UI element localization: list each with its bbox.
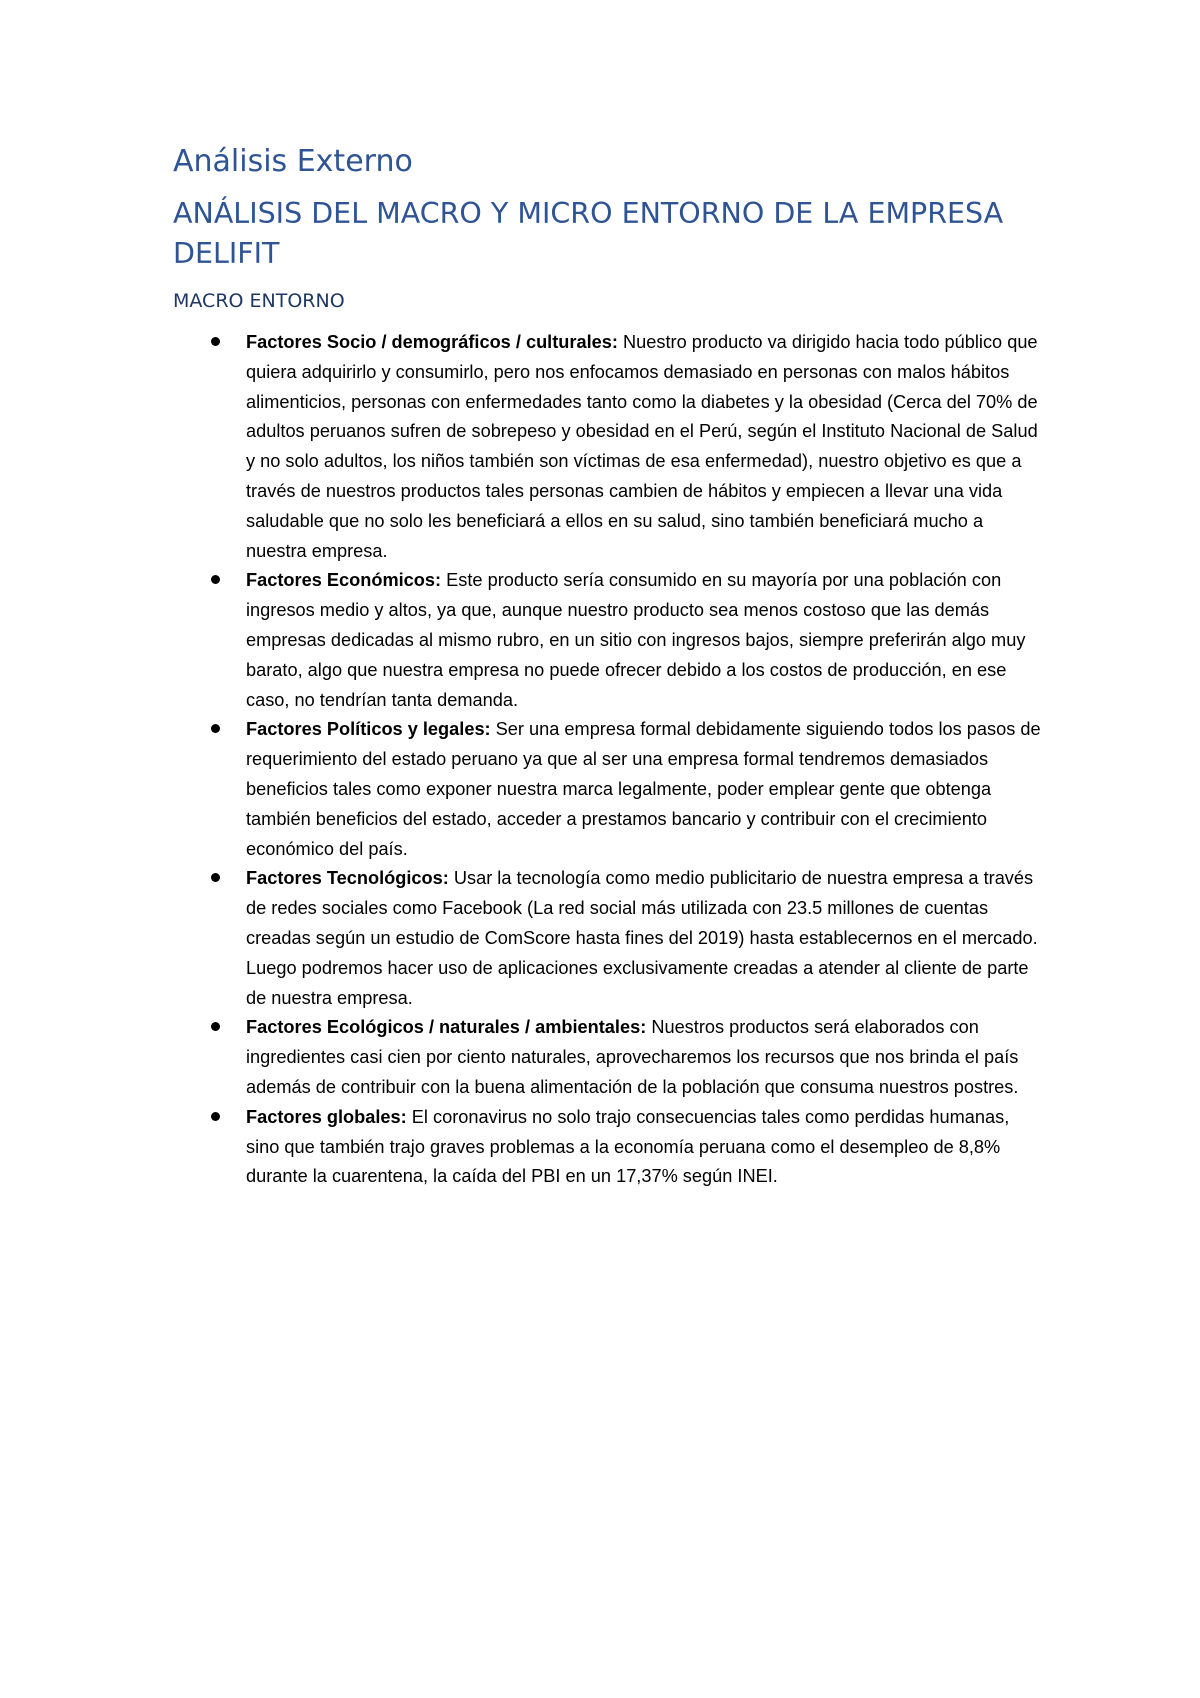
factor-label: Factores Socio / demográficos / culturales: — [246, 332, 618, 352]
factor-text: Ser una empresa formal debidamente siguiendo todos los pasos de requerimiento del estado peruano ya que al ser una empresa formal tendremos demasiados beneficios tales como exponer nuestra marca legalmente, poder emplear gente que obtenga también beneficios del estado, acceder a prestamos bancario y contribuir con el crecimiento económico del país. — [246, 719, 1041, 859]
factor-label: Factores globales: — [246, 1106, 407, 1127]
bullet-icon — [211, 337, 220, 346]
factor-label: Factores Económicos: — [246, 570, 442, 591]
section-heading: MACRO ENTORNO — [173, 290, 345, 312]
factor-text: El coronavirus no solo trajo consecuencias tales como perdidas humanas, sino que también trajo graves problemas a la economía peruana como el desempleo de 8,8% durante la cuarentena, la caída del PBI en un 17,37% según INEI. — [246, 1106, 1010, 1187]
bullet-icon — [211, 1022, 220, 1031]
document-title: Análisis Externo — [173, 144, 413, 179]
factor-text: Este producto sería consumido en su mayoría por una población con ingresos medio y altos, ya que, aunque nuestro producto sea menos costoso que las demás empresas dedicadas al mismo rubro, en un sitio con ingresos bajos, siempre preferirán algo muy barato, algo que nuestra empresa no puede ofrecer debido a los costos de producción, en ese caso, no tendrían tanta demanda. — [246, 570, 1026, 710]
bullet-icon — [211, 1112, 220, 1121]
bullet-icon — [211, 575, 220, 584]
factor-label: Factores Políticos y legales: — [246, 719, 491, 740]
factor-label: Factores Ecológicos / naturales / ambientales: — [246, 1017, 647, 1038]
list-item — [173, 328, 1046, 566]
factor-text: Usar la tecnología como medio publicitario de nuestra empresa a través de redes sociales como Facebook (La red social más utilizada con 23.5 millones de cuentas creadas según un estudio de ComScore hasta fines del 2019) hasta establecernos en el mercado. Luego podremos hacer uso de aplicaciones exclusivamente creadas a atender al cliente de parte de nuestra empresa. — [246, 868, 1038, 1008]
factor-text: Nuestros productos será elaborados con ingredientes casi cien por ciento naturales, aprovecharemos los recursos que nos brinda el país además de contribuir con la buena alimentación de la población que consuma nuestros postres. — [246, 1017, 1019, 1097]
bullet-icon — [211, 873, 220, 882]
factor-label: Factores Tecnológicos: — [246, 868, 449, 889]
document-heading: ANÁLISIS DEL MACRO Y MICRO ENTORNO DE LA EMPRESA DELIFIT — [173, 197, 1004, 270]
document-content — [173, 138, 1053, 1192]
factor-text: Nuestro producto va dirigido hacia todo público que quiera adquirirlo y consumirlo, pero nos enfocamos demasiado en personas con malos hábitos alimenticios, personas con enfermedades tanto como la diabetes y la obesidad (Cerca del 70% de adultos peruanos sufren de sobrepeso y obesidad en el Perú, según el Instituto Nacional de Salud y no solo adultos, los niños también son víctimas de esa enfermedad), nuestro objetivo es que a través de nuestros productos tales personas cambien de hábitos y empiecen a llevar una vida saludable que no solo les beneficiará a ellos en su salud, sino también beneficiará mucho a nuestra empresa. — [246, 332, 1038, 561]
list-item — [173, 566, 1046, 715]
list-item — [173, 1103, 1046, 1192]
bullet-icon — [211, 724, 220, 733]
list-item — [173, 864, 1046, 1013]
list-item — [173, 715, 1046, 864]
factor-list — [173, 328, 1053, 1192]
list-item — [173, 1013, 1046, 1102]
